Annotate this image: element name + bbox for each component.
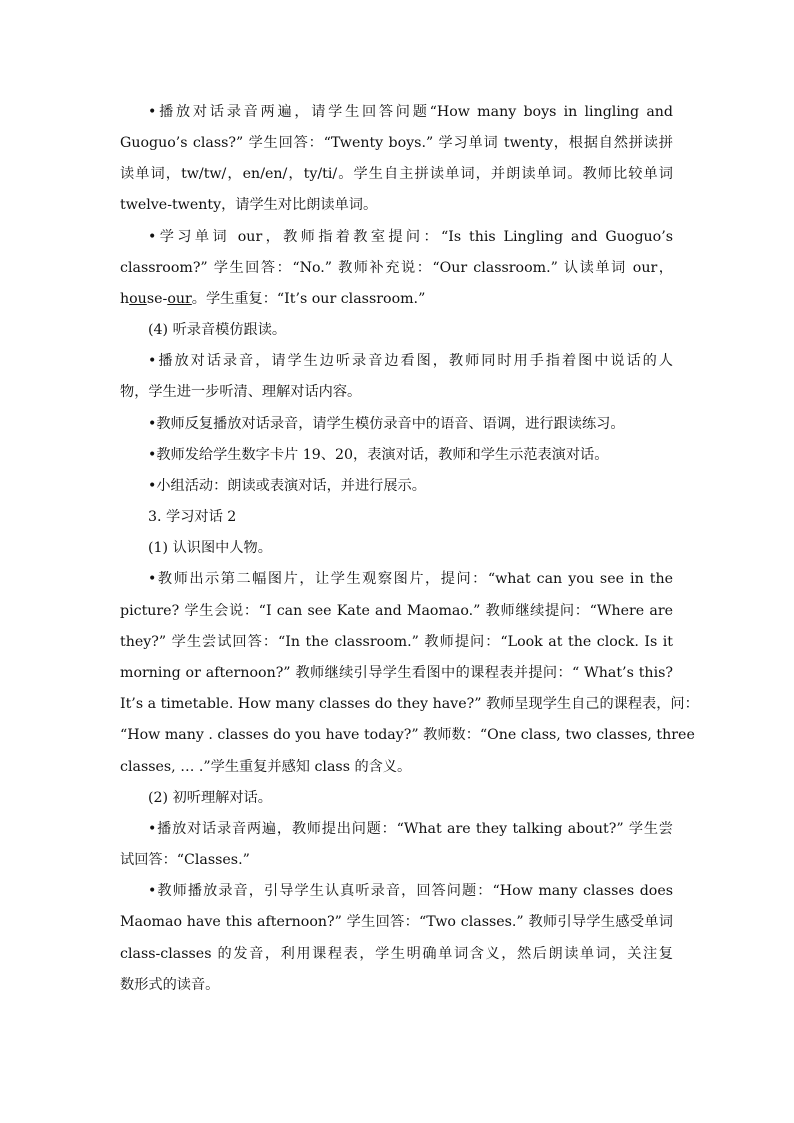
- text-fragment: h: [120, 291, 130, 307]
- section-heading: 3. 学习对话 2: [148, 509, 237, 525]
- paragraph-line: morning or afternoon?” 教师继续引导学生看图中的课程表并提问：“ What’s this?: [120, 665, 673, 681]
- paragraph-line: classroom?” 学生回答：“No.” 教师补充说：“Our classroom.” 认读单词 our，: [120, 260, 673, 276]
- underlined-text: ou: [129, 291, 147, 307]
- step-heading: (2) 初听理解对话。: [148, 790, 272, 806]
- paragraph-line: 数形式的读音。: [120, 977, 220, 993]
- paragraph-line: •播放对话录音两遍，教师提出问题：“What are they talking about?” 学生尝: [148, 821, 673, 837]
- paragraph-line: •小组活动：朗读或表演对话，并进行展示。: [148, 478, 426, 494]
- paragraph-line: they?” 学生尝试回答：“In the classroom.” 教师提问：“Look at the clock. Is it: [120, 634, 673, 650]
- paragraph-line: •教师出示第二幅图片，让学生观察图片，提问：“what can you see in the: [148, 571, 673, 587]
- step-heading: (4) 听录音模仿跟读。: [148, 322, 287, 338]
- paragraph-line: 试回答：“Classes.”: [120, 852, 250, 868]
- paragraph-line: class-classes 的发音，利用课程表，学生明确单词含义，然后朗读单词，关注复: [120, 946, 673, 962]
- paragraph-line: “How many . classes do you have today?” 教师数：“One class, two classes, three: [120, 727, 695, 743]
- paragraph-line: •播放对话录音两遍，请学生回答问题“How many boys in lingling and: [148, 104, 673, 120]
- paragraph-line: It’s a timetable. How many classes do they have?” 教师呈现学生自己的课程表，问：: [120, 696, 699, 712]
- paragraph-line: 物，学生进一步听清、理解对话内容。: [120, 384, 362, 400]
- paragraph-line: •教师播放录音，引导学生认真听录音，回答问题：“How many classes does: [148, 883, 673, 899]
- paragraph-line: •教师反复播放对话录音，请学生模仿录音中的语音、语调，进行跟读练习。: [148, 416, 625, 432]
- paragraph-line: •教师发给学生数字卡片 19、20，表演对话，教师和学生示范表演对话。: [148, 447, 609, 463]
- paragraph-line: •播放对话录音，请学生边听录音边看图，教师同时用手指着图中说话的人: [148, 353, 673, 369]
- paragraph-line: twelve-twenty，请学生对比朗读单词。: [120, 197, 378, 213]
- paragraph-line: picture? 学生会说：“I can see Kate and Maomao.” 教师继续提问：“Where are: [120, 603, 673, 619]
- paragraph-line: classes, … .”学生重复并感知 class 的含义。: [120, 759, 412, 775]
- underlined-text: our: [167, 291, 192, 307]
- paragraph-line-house-our: [120, 289, 673, 309]
- step-heading: (1) 认识图中人物。: [148, 540, 272, 556]
- text-fragment: se-: [146, 291, 168, 307]
- paragraph-line: •学习单词 our，教师指着教室提问：“Is this Lingling and Guoguo’s: [148, 229, 673, 245]
- text-fragment: 。学生重复：“It’s our classroom.”: [191, 291, 426, 307]
- paragraph-line: Maomao have this afternoon?” 学生回答：“Two classes.” 教师引导学生感受单词: [120, 914, 673, 930]
- paragraph-line: Guoguo’s class?” 学生回答：“Twenty boys.” 学习单词 twenty，根据自然拼读拼: [120, 135, 673, 151]
- paragraph-line: 读单词，tw/tw/，en/en/，ty/ti/。学生自主拼读单词，并朗读单词。教师比较单词: [120, 166, 673, 182]
